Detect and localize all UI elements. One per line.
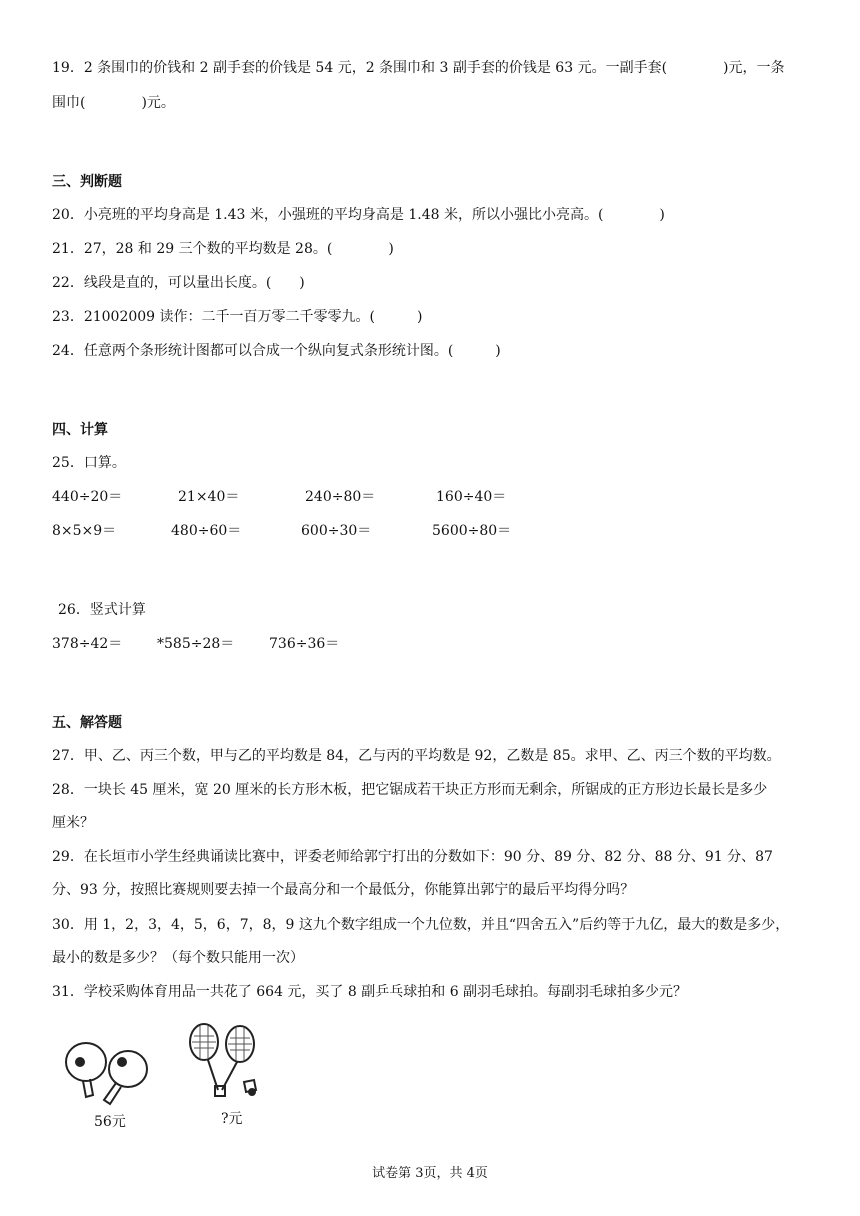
q20: 20．小亮班的平均身高是 1.43 米，小强班的平均身高是 1.48 米，所以小强比小亮高。( ) xyxy=(52,207,665,223)
q25-item: 5600÷80＝ xyxy=(432,523,512,539)
pingpong-paddles-icon xyxy=(60,1035,160,1115)
q25-title: 25．口算。 xyxy=(52,455,126,471)
q25-item: 240÷80＝ xyxy=(305,489,376,505)
q26-item: *585÷28＝ xyxy=(157,636,235,652)
q24: 24．任意两个条形统计图都可以合成一个纵向复式条形统计图。( ) xyxy=(52,343,501,359)
q29-line1: 29．在长垣市小学生经典诵读比赛中，评委老师给郭宁打出的分数如下：90 分、89 分、82 分、88 分、91 分、87 xyxy=(52,849,773,865)
q25-item: 480÷60＝ xyxy=(171,523,242,539)
q25-item: 21×40＝ xyxy=(178,489,240,505)
q27: 27．甲、乙、丙三个数，甲与乙的平均数是 84，乙与丙的平均数是 92，乙数是 85。求甲、乙、丙三个数的平均数。 xyxy=(52,748,781,764)
q21: 21．27，28 和 29 三个数的平均数是 28。( ) xyxy=(52,241,394,257)
badminton-rackets-icon xyxy=(182,1022,270,1102)
section-3-title: 三、判断题 xyxy=(52,174,122,190)
q28-line2: 厘米？ xyxy=(52,815,94,831)
q25-item: 440÷20＝ xyxy=(52,489,123,505)
q28-line1: 28．一块长 45 厘米，宽 20 厘米的长方形木板，把它锯成若干块正方形而无剩余，所锯成的正方形边长最长是多少 xyxy=(52,782,768,798)
page-footer: 试卷第 3页，共 4页 xyxy=(372,1166,488,1181)
q30-line2: 最小的数是多少？（每个数只能用一次） xyxy=(52,950,304,966)
section-5-title: 五、解答题 xyxy=(52,715,122,731)
q29-line2: 分、93 分，按照比赛规则要去掉一个最高分和一个最低分，你能算出郭宁的最后平均得分吗？ xyxy=(52,882,635,898)
q26-title: 26．竖式计算 xyxy=(58,602,146,618)
q26-item: 378÷42＝ xyxy=(52,636,123,652)
q26-item: 736÷36＝ xyxy=(269,636,340,652)
q23: 23．21002009 读作：二千一百万零二千零零九。( ) xyxy=(52,309,423,325)
q19-line1: 19．2 条围巾的价钱和 2 副手套的价钱是 54 元，2 条围巾和 3 副手套的价钱是 63 元。一副手套( )元，一条 xyxy=(52,60,785,76)
q25-item: 160÷40＝ xyxy=(436,489,507,505)
q25-item: 8×5×9＝ xyxy=(52,523,117,539)
q22: 22．线段是直的，可以量出长度。( ) xyxy=(52,275,305,291)
q30-line1: 30．用 1，2，3，4，5，6，7，8，9 这九个数字组成一个九位数，并且“四舍五入”后约等于九亿，最大的数是多少， xyxy=(52,917,790,933)
q31: 31．学校采购体育用品一共花了 664 元，买了 8 副乒乓球拍和 6 副羽毛球拍。每副羽毛球拍多少元？ xyxy=(52,984,688,1000)
q25-item: 600÷30＝ xyxy=(301,523,372,539)
q19-line2: 围巾( )元。 xyxy=(52,95,175,111)
pingpong-price-caption: 56元 xyxy=(94,1114,126,1130)
badminton-price-caption: ?元 xyxy=(221,1111,243,1127)
section-4-title: 四、计算 xyxy=(52,422,108,438)
